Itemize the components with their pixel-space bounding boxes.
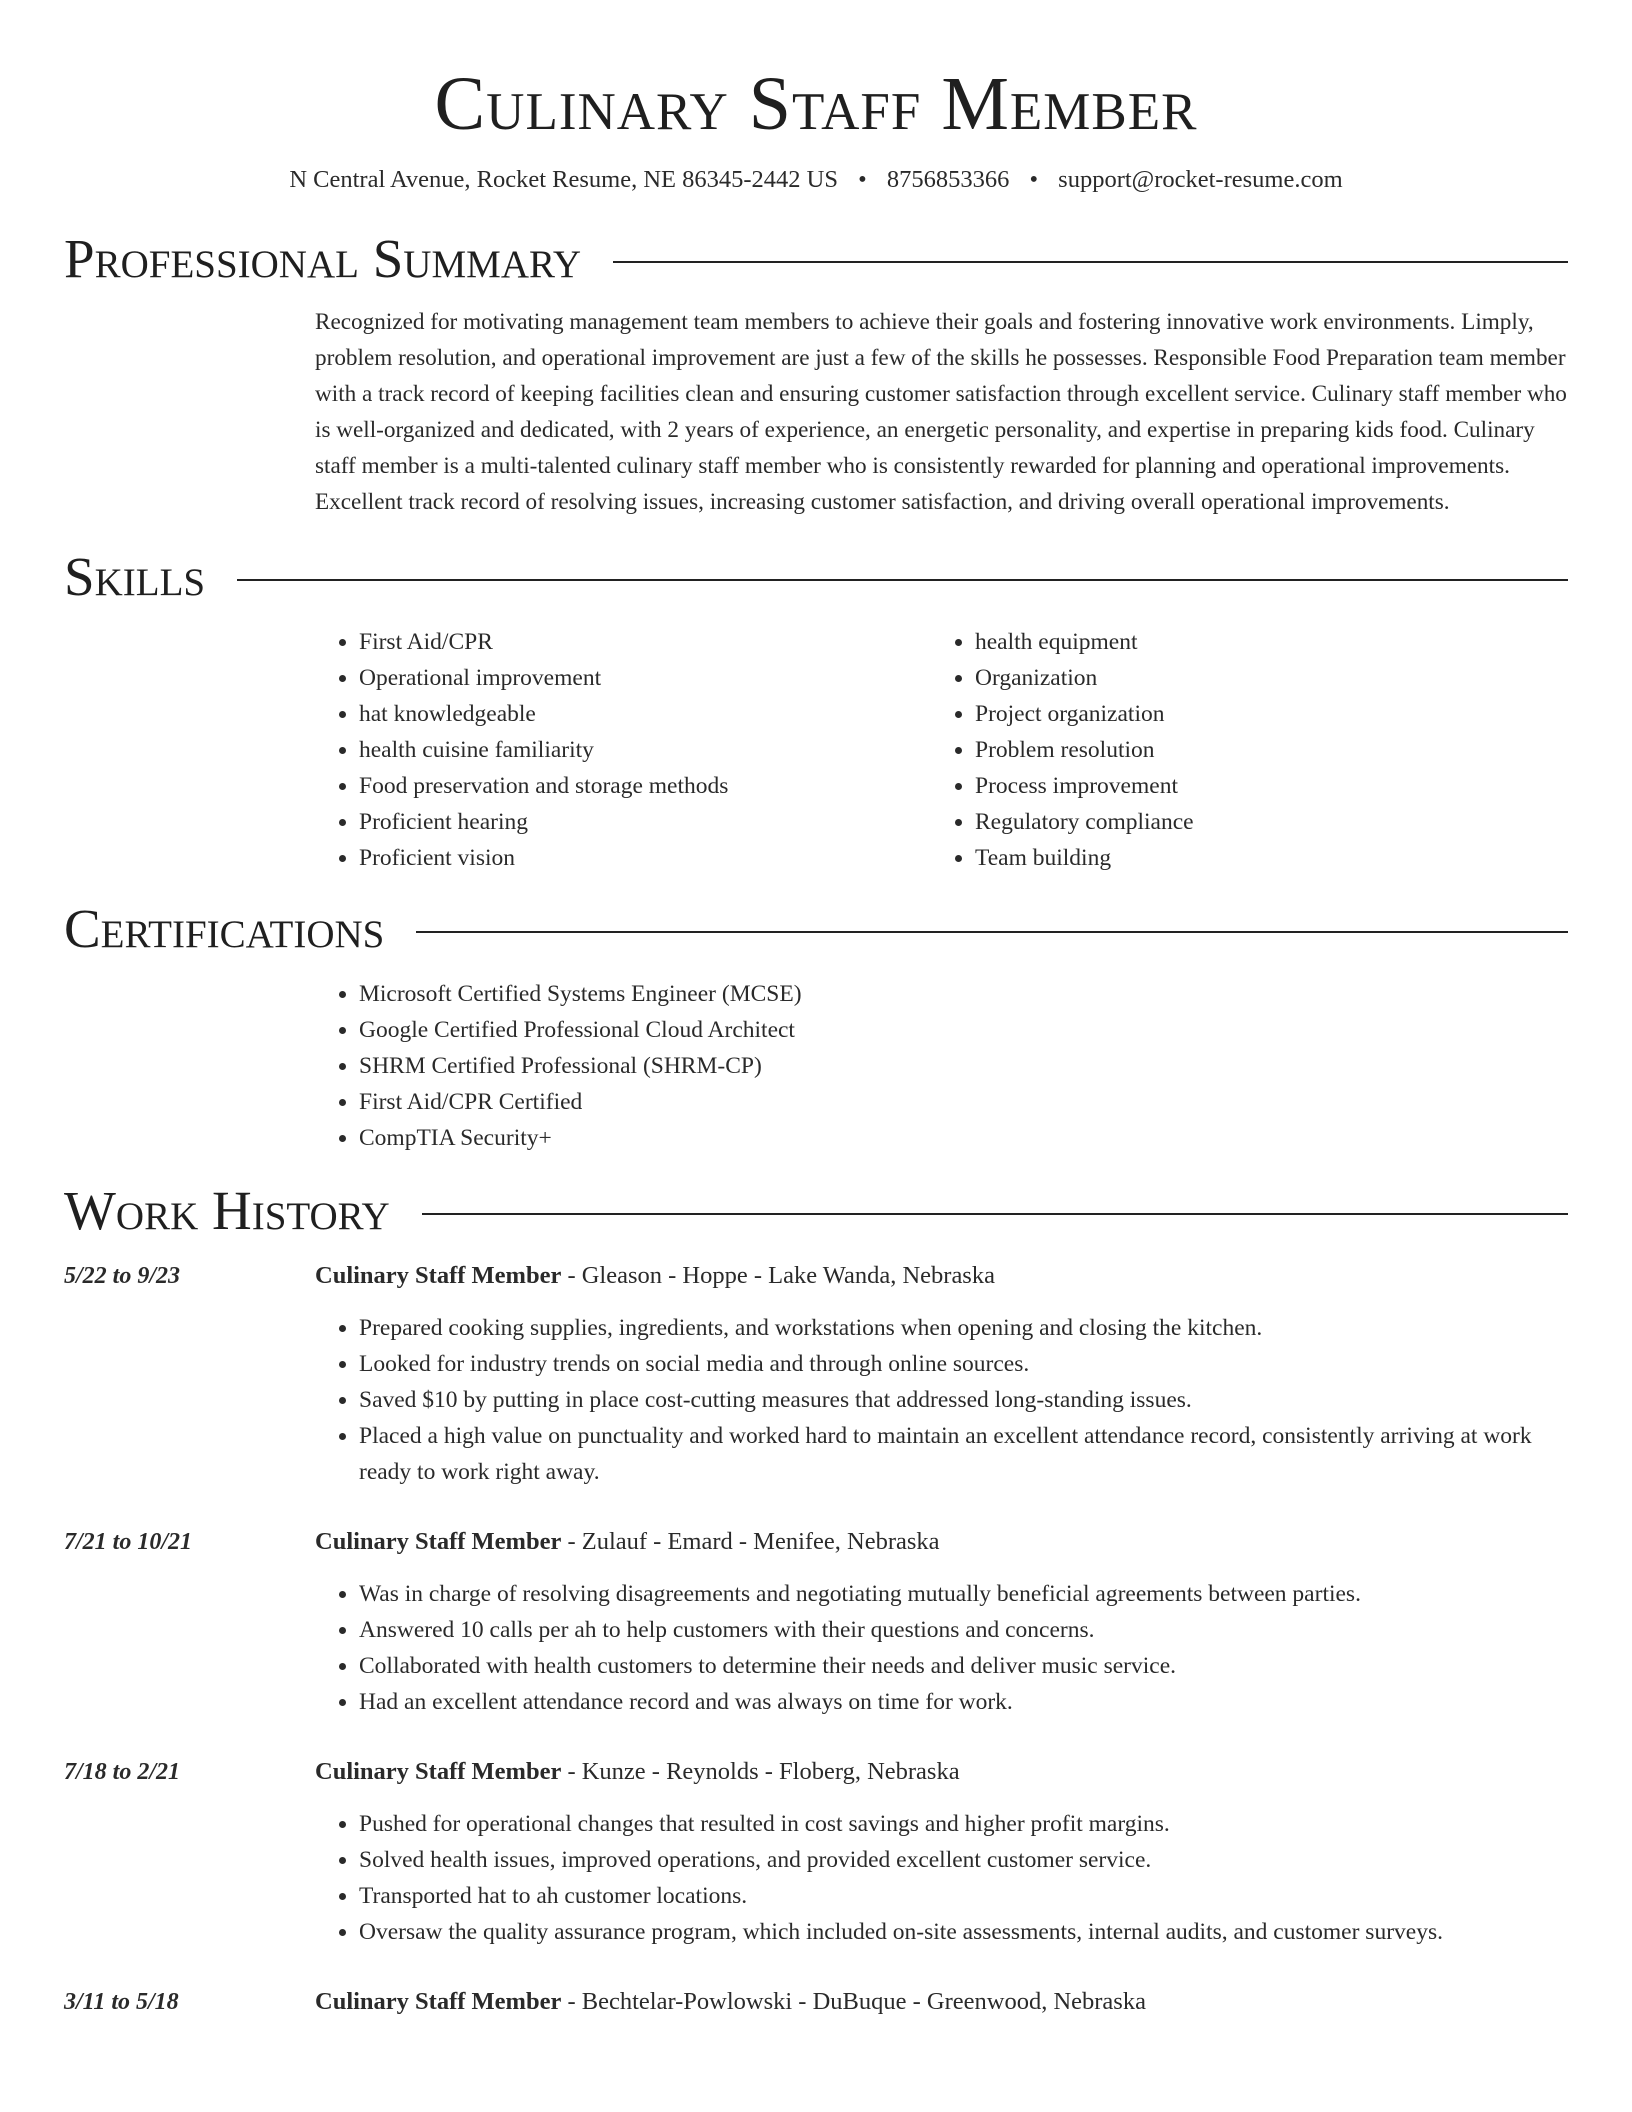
certification-item: • Google Certified Professional Cloud Architect <box>359 1012 1568 1048</box>
skill-item: • health equipment <box>975 624 1547 660</box>
job-entry <box>64 1524 1568 1720</box>
skill-item: • Operational improvement <box>359 660 931 696</box>
job-details <box>315 1258 1568 1490</box>
skill-item: • hat knowledgeable <box>359 696 931 732</box>
job-entry <box>64 1258 1568 1490</box>
job-role: Culinary Staff Member <box>315 1528 562 1555</box>
skill-item: • Food preservation and storage methods <box>359 768 931 804</box>
job-role: Culinary Staff Member <box>315 1758 562 1785</box>
contact-separator: • <box>1029 166 1039 193</box>
skill-item: • Team building <box>975 840 1547 876</box>
job-heading <box>315 1984 1568 2020</box>
contact-email: support@rocket-resume.com <box>1058 166 1343 193</box>
job-entry <box>64 1754 1568 1950</box>
job-company: - Gleason - Hoppe - Lake Wanda, Nebraska <box>561 1262 995 1289</box>
job-dates: 7/18 to 2/21 <box>64 1759 181 1785</box>
job-heading <box>315 1524 1568 1560</box>
work-history-section-header <box>64 1178 1568 1244</box>
skill-item: • Proficient hearing <box>359 804 931 840</box>
certification-item: • CompTIA Security+ <box>359 1120 1568 1156</box>
certifications-list <box>315 976 1568 1156</box>
job-details <box>315 1524 1568 1720</box>
job-dates: 3/11 to 5/18 <box>64 1989 179 2015</box>
job-bullet: • Answered 10 calls per ah to help customers with their questions and concerns. <box>359 1612 1568 1648</box>
job-bullet: • Solved health issues, improved operations, and provided excellent customer service. <box>359 1842 1568 1878</box>
summary-text: Recognized for motivating management team members to achieve their goals and fostering innovative work environments. Limply, problem resolution, and operational improvement are just a few of the skills he possesses. Responsible Food Preparation team member with a track record of keeping facilities clean and ensuring customer satisfaction through excellent service. Culinary staff member who is well-organized and dedicated, with 2 years of experience, an energetic personality, and expertise in preparing kids food. Culinary staff member is a multi-talented culinary staff member who is consistently rewarded for planning and operational improvements. Excellent track record of resolving issues, increasing customer satisfaction, and driving overall operational improvements. <box>315 309 1567 515</box>
job-bullet: • Prepared cooking supplies, ingredients, and workstations when opening and closing the kitchen. <box>359 1310 1568 1346</box>
summary-section-title: Professional Summary <box>64 228 582 289</box>
skills-section-title: Skills <box>64 546 206 607</box>
job-company: - Bechtelar-Powlowski - DuBuque - Greenwood, Nebraska <box>561 1988 1146 2015</box>
contact-phone: 8756853366 <box>886 166 1010 193</box>
certifications-section-title: Certifications <box>64 898 385 959</box>
skill-item: • First Aid/CPR <box>359 624 931 660</box>
skill-item: • Project organization <box>975 696 1547 732</box>
section-divider <box>613 261 1568 263</box>
section-divider <box>237 579 1568 581</box>
certifications-section-header <box>64 896 1568 962</box>
job-company: - Kunze - Reynolds - Floberg, Nebraska <box>561 1758 960 1785</box>
job-dates: 5/22 to 9/23 <box>64 1263 181 1289</box>
skills-column-right <box>931 624 1547 876</box>
job-bullet: • Transported hat to ah customer locations. <box>359 1878 1568 1914</box>
skill-item: • Proficient vision <box>359 840 931 876</box>
certification-item: • SHRM Certified Professional (SHRM-CP) <box>359 1048 1568 1084</box>
job-details <box>315 1754 1568 1950</box>
certification-item: • First Aid/CPR Certified <box>359 1084 1568 1120</box>
resume-page <box>64 0 1568 2020</box>
job-details <box>315 1984 1568 2020</box>
candidate-name: Culinary Staff Member <box>434 62 1198 146</box>
skill-item: • Problem resolution <box>975 732 1547 768</box>
job-heading <box>315 1258 1568 1294</box>
job-heading <box>315 1754 1568 1790</box>
section-divider <box>422 1213 1568 1215</box>
job-bullet: • Pushed for operational changes that resulted in cost savings and higher profit margins. <box>359 1806 1568 1842</box>
certification-item: • Microsoft Certified Systems Engineer (MCSE) <box>359 976 1568 1012</box>
job-bullet: • Oversaw the quality assurance program, which included on-site assessments, internal audits, and customer surveys. <box>359 1914 1568 1950</box>
contact-separator: • <box>858 166 867 193</box>
summary-section-header <box>64 226 1568 292</box>
job-company: - Zulauf - Emard - Menifee, Nebraska <box>561 1528 940 1555</box>
job-role: Culinary Staff Member <box>315 1262 562 1289</box>
skill-item: • health cuisine familiarity <box>359 732 931 768</box>
section-divider <box>416 931 1568 933</box>
job-role: Culinary Staff Member <box>315 1988 562 2015</box>
job-bullet: • Looked for industry trends on social media and through online sources. <box>359 1346 1568 1382</box>
skill-item: • Regulatory compliance <box>975 804 1547 840</box>
job-entry <box>64 1984 1568 2020</box>
job-bullet: • Was in charge of resolving disagreements and negotiating mutually beneficial agreements between parties. <box>359 1576 1568 1612</box>
contact-line <box>64 164 1568 196</box>
skills-column-left <box>315 624 931 876</box>
job-bullet: • Placed a high value on punctuality and worked hard to maintain an excellent attendance record, consistently arriving at work ready to work right away. <box>359 1418 1568 1490</box>
job-dates: 7/21 to 10/21 <box>64 1529 193 1555</box>
contact-address: N Central Avenue, Rocket Resume, NE 86345-2442 US <box>289 166 838 193</box>
work-history-section-title: Work History <box>64 1180 390 1241</box>
skills-list <box>315 624 1568 876</box>
skill-item: • Process improvement <box>975 768 1547 804</box>
job-bullet: • Saved $10 by putting in place cost-cutting measures that addressed long-standing issues. <box>359 1382 1568 1418</box>
job-bullet: • Had an excellent attendance record and was always on time for work. <box>359 1684 1568 1720</box>
job-bullet: • Collaborated with health customers to determine their needs and deliver music service. <box>359 1648 1568 1684</box>
skill-item: • Organization <box>975 660 1547 696</box>
skills-section-header <box>64 544 1568 610</box>
